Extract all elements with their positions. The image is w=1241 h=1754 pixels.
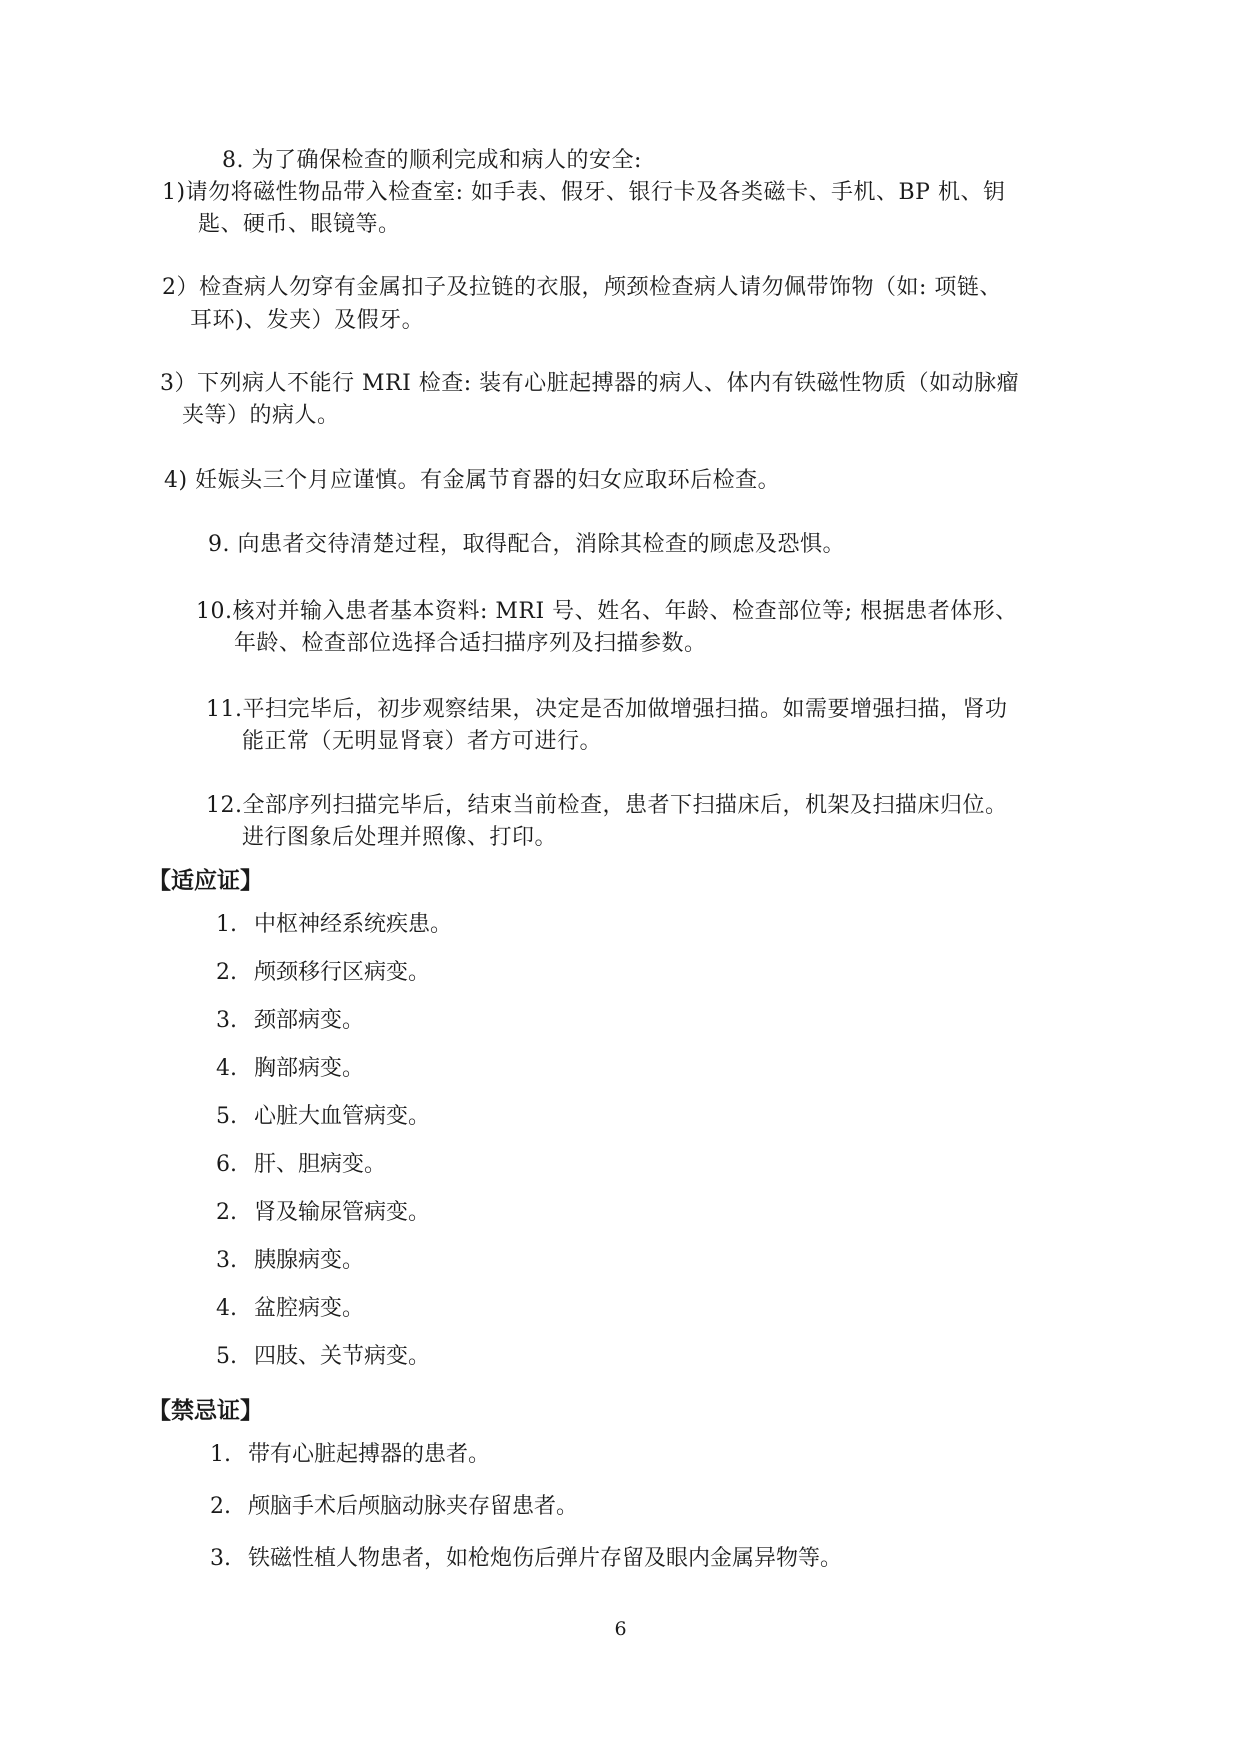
list-item-number: 5. [216, 1104, 237, 1129]
list-item-text: 带有心脏起搏器的患者。 [248, 1442, 491, 1467]
list-item-text: 肝、胆病变。 [254, 1152, 387, 1177]
list-item-number: 2. [216, 1200, 237, 1225]
page-number: 6 [614, 1618, 627, 1640]
list-item-number: 3. [210, 1546, 231, 1571]
list-item-text: 胸部病变。 [254, 1056, 365, 1081]
precaution-2-line-2: 耳环)、发夹）及假牙。 [190, 308, 425, 333]
precaution-1-line-1: 1)请勿将磁性物品带入检查室: 如手表、假牙、银行卡及各类磁卡、手机、BP 机、钥 [162, 180, 1006, 205]
list-item-number: 3. [216, 1248, 237, 1273]
list-item-number: 4. [216, 1296, 237, 1321]
precaution-2-line-1: 2）检查病人勿穿有金属扣子及拉链的衣服，颅颈检查病人请勿佩带饰物（如: 项链、 [162, 275, 1002, 300]
list-item [216, 1054, 364, 1084]
list-item-text: 颅颈移行区病变。 [254, 960, 431, 985]
precaution-1-line-2: 匙、硬币、眼镜等。 [198, 212, 401, 237]
list-item-number: 2. [210, 1494, 231, 1519]
list-item [216, 1006, 364, 1036]
list-item [216, 1294, 364, 1324]
step-12-line-2: 进行图象后处理并照像、打印。 [242, 825, 558, 850]
list-item-text: 盆腔病变。 [254, 1296, 365, 1321]
precaution-4: 4) 妊娠头三个月应谨慎。有金属节育器的妇女应取环后检查。 [164, 468, 781, 493]
list-item-text: 心脏大血管病变。 [254, 1104, 431, 1129]
step-12-line-1: 12.全部序列扫描完毕后，结束当前检查，患者下扫描床后，机架及扫描床归位。 [206, 793, 1008, 818]
list-item-number: 1. [216, 912, 237, 937]
list-item-number: 6. [216, 1152, 237, 1177]
precaution-3-line-1: 3）下列病人不能行 MRI 检查: 装有心脏起搏器的病人、体内有铁磁性物质（如动脉瘤 [160, 371, 1020, 396]
list-item [216, 1246, 364, 1276]
list-item-text: 铁磁性植人物患者，如枪炮伤后弹片存留及眼内金属异物等。 [248, 1546, 843, 1571]
list-item-text: 肾及输尿管病变。 [254, 1200, 431, 1225]
precaution-3-line-2: 夹等）的病人。 [182, 403, 340, 428]
step-10-line-2: 年龄、检查部位选择合适扫描序列及扫描参数。 [234, 631, 707, 656]
list-item-text: 四肢、关节病变。 [254, 1344, 431, 1369]
list-item-number: 5. [216, 1344, 237, 1369]
contraindications-heading: 【禁忌证】 [148, 1398, 263, 1424]
list-item [210, 1492, 578, 1522]
list-item-number: 2. [216, 960, 237, 985]
list-item [216, 1150, 386, 1180]
list-item [216, 1198, 430, 1228]
step-11-line-2: 能正常（无明显肾衰）者方可进行。 [242, 729, 603, 754]
list-item-text: 胰腺病变。 [254, 1248, 365, 1273]
step-10-line-1: 10.核对并输入患者基本资料: MRI 号、姓名、年龄、检查部位等; 根据患者体形、 [196, 599, 1018, 624]
list-item [216, 958, 430, 988]
list-item [210, 1440, 490, 1470]
list-item-text: 中枢神经系统疾患。 [254, 912, 453, 937]
list-item-text: 颅脑手术后颅脑动脉夹存留患者。 [248, 1494, 579, 1519]
step-9: 9. 向患者交待清楚过程，取得配合，消除其检查的顾虑及恐惧。 [208, 532, 845, 557]
list-item [216, 1102, 430, 1132]
list-item [210, 1544, 842, 1574]
step-8: 8. 为了确保检查的顺利完成和病人的安全: [222, 148, 642, 173]
list-item-text: 颈部病变。 [254, 1008, 365, 1033]
step-11-line-1: 11.平扫完毕后，初步观察结果，决定是否加做增强扫描。如需要增强扫描，肾功 [206, 697, 1008, 722]
indications-heading: 【适应证】 [148, 868, 263, 894]
list-item [216, 1342, 430, 1372]
list-item [216, 910, 452, 940]
list-item-number: 3. [216, 1008, 237, 1033]
list-item-number: 4. [216, 1056, 237, 1081]
list-item-number: 1. [210, 1442, 231, 1467]
